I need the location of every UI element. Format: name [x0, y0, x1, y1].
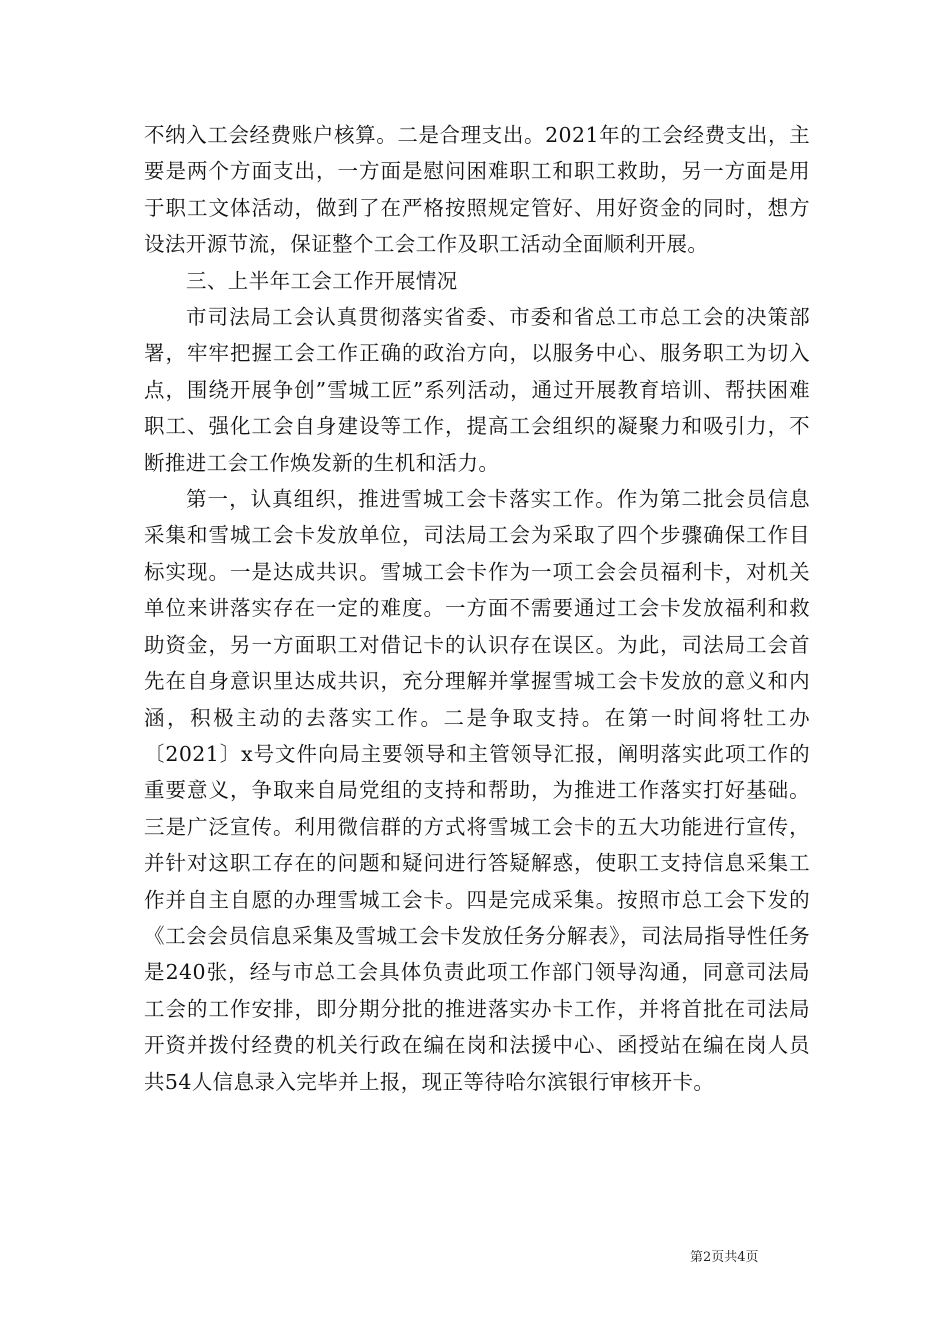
section-heading-first-half-work: 三、上半年工会工作开展情况: [186, 268, 458, 293]
paragraph-union-overview: 市司法局工会认真贯彻落实省委、市委和省总工市总工会的决策部署，牢牢把握工会工作正确的政治方向，以服务中心、服务职工为切入点，围绕开展争创”雪城工匠”系列活动，通过开展教育培训、帮扶困难职工、强化工会自身建设等工作，提高工会组织的凝聚力和吸引力，不断推进工会工作焕发新的生机和活力。: [144, 305, 810, 475]
paragraph-funding-expenses: 不纳入工会经费账户核算。二是合理支出。2021年的工会经费支出，主要是两个方面支出，一方面是慰问困难职工和职工救助，另一方面是用于职工文体活动，做到了在严格按照规定管好、用好资金的同时，想方设法开源节流，保证整个工会工作及职工活动全面顺利开展。: [144, 123, 810, 257]
paragraph-union-card-work: 第一，认真组织，推进雪城工会卡落实工作。作为第二批会员信息采集和雪城工会卡发放单位，司法局工会为采取了四个步骤确保工作目标实现。一是达成共识。雪城工会卡作为一项工会会员福利卡，对机关单位来讲落实存在一定的难度。一方面不需要通过工会卡发放福利和救助资金，另一方面职工对借记卡的认识存在误区。为此，司法局工会首先在自身意识里达成共识，充分理解并掌握雪城工会卡发放的意义和内涵，积极主动的去落实工作。二是争取支持。在第一时间将牡工办〔2021〕x号文件向局主要领导和主管领导汇报，阐明落实此项工作的重要意义，争取来自局党组的支持和帮助，为推进工作落实打好基础。三是广泛宣传。利用微信群的方式将雪城工会卡的五大功能进行宣传，并针对这职工存在的问题和疑问进行答疑解惑，使职工支持信息采集工作并自主自愿的办理雪城工会卡。四是完成采集。按照市总工会下发的《工会会员信息采集及雪城工会卡发放任务分解表》，司法局指导性任务是240张，经与市总工会具体负责此项工作部门领导沟通，同意司法局工会的工作安排，即分期分批的推进落实办卡工作，并将首批在司法局开资并拨付经费的机关行政在编在岗和法援中心、函授站在编在岗人员共54人信息录入完毕并上报，现正等待哈尔滨银行审核开卡。: [144, 487, 810, 1094]
document-body: [144, 117, 810, 1100]
page-number-footer: 第2页共4页: [690, 1250, 759, 1265]
